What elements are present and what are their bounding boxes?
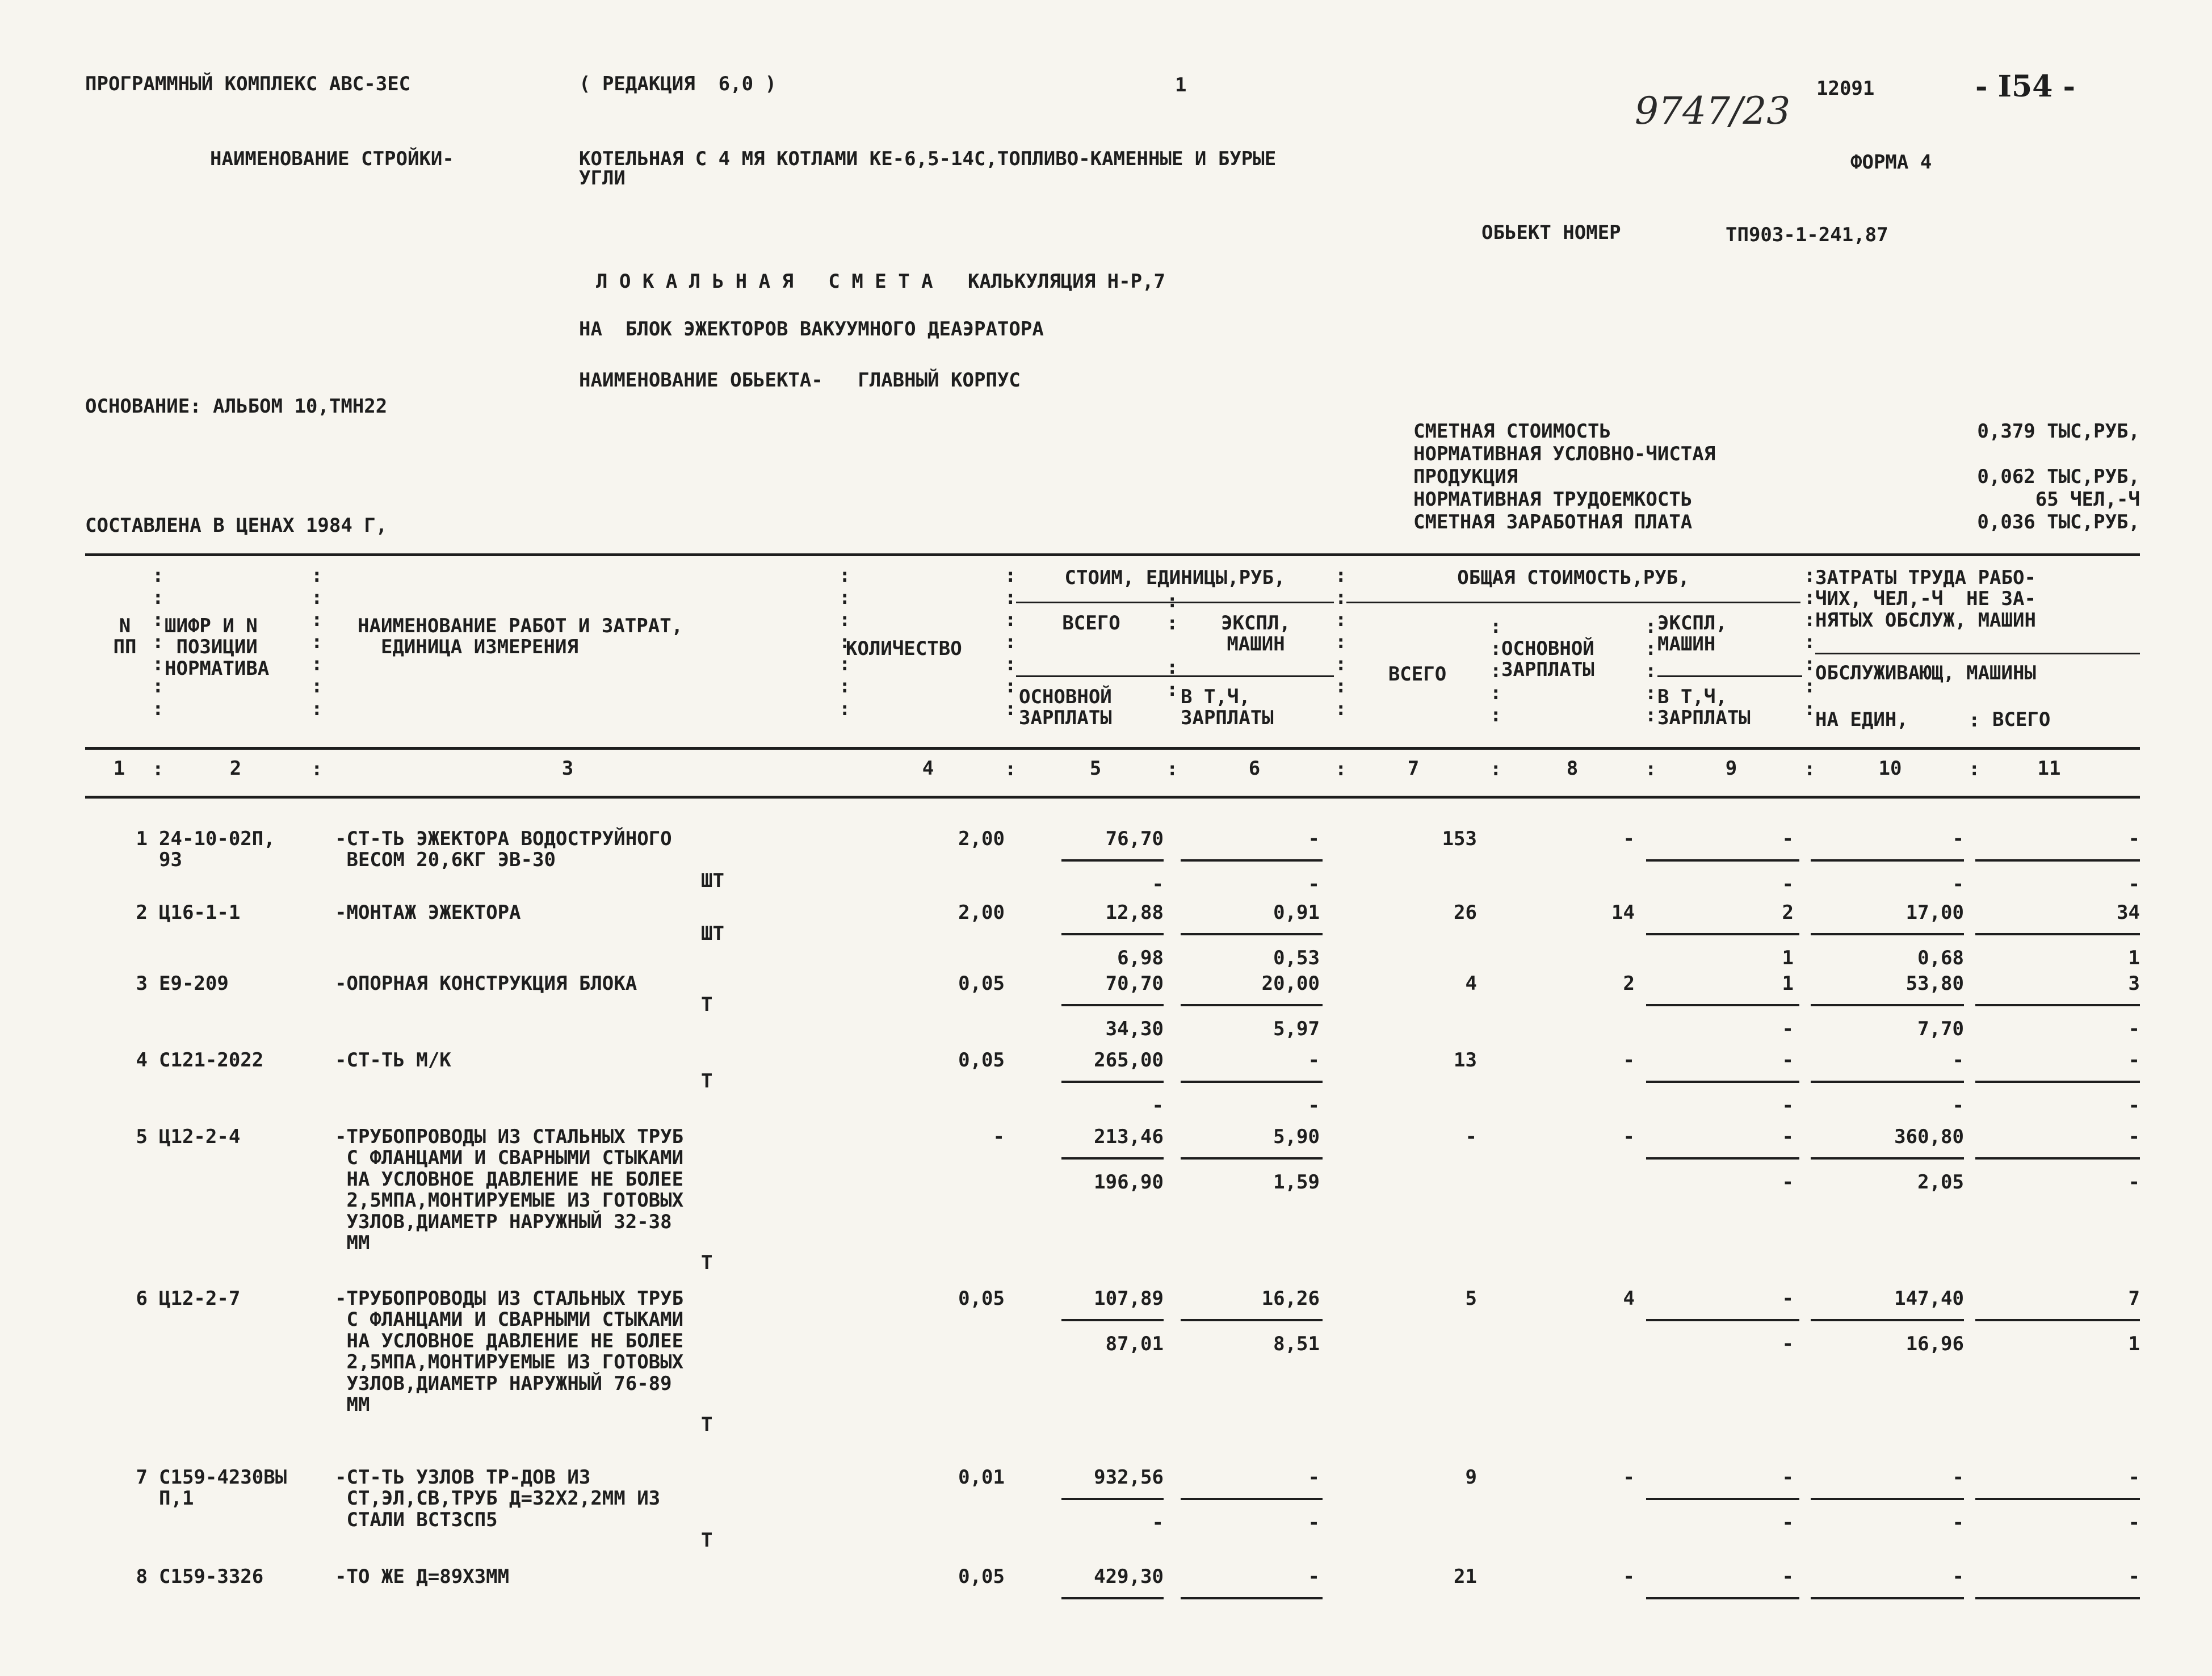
row-c11-divider: [1975, 1319, 2140, 1321]
column-number: 11: [2037, 757, 2061, 780]
build-name-line1: КОТЕЛЬНАЯ С 4 МЯ КОТЛАМИ КЕ-6,5-14С,ТОПЛИВО-КАМЕННЫЕ И БУРЫЕ: [579, 148, 1277, 170]
row-c11-divider: [1975, 933, 2140, 935]
header-total-all: ВСЕГО: [1388, 663, 1447, 686]
row-unit: Т: [701, 1070, 713, 1093]
basis: ОСНОВАНИЕ: АЛЬБОМ 10,ТМН22: [85, 395, 388, 418]
row-c6-top: -: [1308, 1565, 1320, 1588]
form-number: ФОРМА 4: [1850, 151, 1932, 174]
column-number: 9: [1725, 757, 1737, 780]
row-c9-top: -: [1782, 828, 1794, 850]
row-c9-bottom: -: [1782, 1171, 1794, 1194]
row-code: С159-4230ВЫ П,1: [159, 1466, 287, 1510]
row-c11-bottom: -: [2128, 1094, 2140, 1117]
row-c6-top: 5,90: [1273, 1125, 1320, 1148]
summary-label: НОРМАТИВНАЯ УСЛОВНО-ЧИСТАЯ: [1413, 443, 1716, 465]
header-unit-cost: СТОИМ, ЕДИНИЦЫ,РУБ,: [1064, 566, 1286, 589]
row-c10-top: 147,40: [1894, 1287, 1964, 1310]
header-col-quantity: КОЛИЧЕСТВО: [846, 637, 962, 660]
row-c5-bottom: 196,90: [1094, 1171, 1164, 1194]
row-quantity: -: [993, 1125, 1005, 1148]
header-total-wage: ОСНОВНОЙ ЗАРПЛАТЫ: [1501, 637, 1594, 682]
column-number: 3: [561, 757, 574, 780]
row-name: -СТ-ТЬ УЗЛОВ ТР-ДОВ ИЗ СТ,ЭЛ,СВ,ТРУБ Д=32Х2,2ММ ИЗ СТАЛИ ВСТ3СП5: [335, 1466, 661, 1531]
row-number: 2: [136, 901, 148, 924]
row-c9-top: 1: [1782, 972, 1794, 995]
row-unit: ШТ: [701, 922, 724, 945]
header-labor-sub: ОБСЛУЖИВАЮЩ, МАШИНЫ: [1815, 662, 2036, 684]
row-total-cost: -: [1465, 1125, 1477, 1148]
row-c6-bottom: 8,51: [1273, 1333, 1320, 1355]
summary-label: ПРОДУКЦИЯ: [1413, 465, 1518, 488]
object-label: ОБЬЕКТ НОМЕР: [1481, 221, 1621, 244]
row-c10-bottom: 7,70: [1917, 1018, 1964, 1040]
header-unit-total: ВСЕГО: [1062, 612, 1120, 635]
header-total-incl-wage: В Т,Ч, ЗАРПЛАТЫ: [1657, 686, 1751, 730]
row-c9-divider: [1646, 1081, 1799, 1083]
row-c5-divider: [1061, 1498, 1164, 1500]
row-c11-divider: [1975, 1157, 2140, 1160]
object-name: НАИМЕНОВАНИЕ ОБЬЕКТА- ГЛАВНЫЙ КОРПУС: [579, 369, 1021, 392]
row-c10-bottom: 2,05: [1917, 1171, 1964, 1194]
row-quantity: 2,00: [958, 828, 1005, 850]
header-total-cost: ОБЩАЯ СТОИМОСТЬ,РУБ,: [1457, 566, 1690, 589]
row-c9-top: -: [1782, 1287, 1794, 1310]
row-c9-divider: [1646, 1498, 1799, 1500]
row-c11-divider: [1975, 1597, 2140, 1599]
row-c9-divider: [1646, 1004, 1799, 1006]
row-c5-top: 429,30: [1094, 1565, 1164, 1588]
row-c10-bottom: 0,68: [1917, 947, 1964, 969]
row-quantity: 0,05: [958, 1287, 1005, 1310]
row-c11-top: -: [2128, 1466, 2140, 1489]
row-c11-bottom: -: [2128, 1018, 2140, 1040]
row-quantity: 2,00: [958, 901, 1005, 924]
row-number: 1: [136, 828, 148, 850]
row-unit: Т: [701, 1529, 713, 1552]
row-c6-divider: [1181, 859, 1323, 862]
row-c6-bottom: -: [1308, 873, 1320, 896]
row-c9-top: -: [1782, 1565, 1794, 1588]
row-c5-divider: [1061, 1081, 1164, 1083]
row-c10-bottom: -: [1952, 873, 1964, 896]
row-c10-top: 53,80: [1905, 972, 1964, 995]
row-quantity: 0,05: [958, 1565, 1005, 1588]
row-c5-bottom: 34,30: [1105, 1018, 1164, 1040]
row-c9-bottom: -: [1782, 1333, 1794, 1355]
row-total-wage: 4: [1623, 1287, 1635, 1310]
row-number: 7: [136, 1466, 148, 1489]
row-total-cost: 5: [1465, 1287, 1477, 1310]
header-unit-machines: ЭКСПЛ, МАШИН: [1221, 612, 1291, 656]
row-c5-top: 12,88: [1105, 901, 1164, 924]
row-c11-top: -: [2128, 1565, 2140, 1588]
handwritten-number: 9747/23: [1635, 89, 1791, 133]
row-code: 24-10-02П, 93: [159, 828, 275, 872]
row-c10-divider: [1811, 1597, 1964, 1599]
row-c6-top: 20,00: [1261, 972, 1320, 995]
row-c6-divider: [1181, 933, 1323, 935]
row-c5-top: 70,70: [1105, 972, 1164, 995]
row-total-cost: 4: [1465, 972, 1477, 995]
summary-value: 0,379 ТЫС,РУБ,: [1977, 420, 2140, 443]
estimate-subject: НА БЛОК ЭЖЕКТОРОВ ВАКУУМНОГО ДЕАЭРАТОРА: [579, 318, 1044, 341]
row-c6-top: 0,91: [1273, 901, 1320, 924]
column-number: 6: [1248, 757, 1261, 780]
row-c9-bottom: -: [1782, 873, 1794, 896]
row-number: 5: [136, 1125, 148, 1148]
row-c10-top: -: [1952, 1466, 1964, 1489]
row-quantity: 0,05: [958, 1049, 1005, 1072]
row-c5-top: 107,89: [1094, 1287, 1164, 1310]
row-c11-top: 7: [2128, 1287, 2140, 1310]
row-c5-top: 213,46: [1094, 1125, 1164, 1148]
row-c11-bottom: 1: [2128, 1333, 2140, 1355]
header-col-code: ШИФР И N ПОЗИЦИИ НОРМАТИВА: [165, 615, 270, 680]
row-c11-divider: [1975, 1004, 2140, 1006]
row-code: Ц12-2-4: [159, 1125, 241, 1148]
row-c6-divider: [1181, 1081, 1323, 1083]
row-c6-top: -: [1308, 1466, 1320, 1489]
summary-label: СМЕТНАЯ ЗАРАБОТНАЯ ПЛАТА: [1413, 511, 1693, 534]
row-unit: Т: [701, 1413, 713, 1436]
row-c5-bottom: -: [1152, 1094, 1164, 1117]
row-c10-divider: [1811, 1319, 1964, 1321]
row-c6-divider: [1181, 1498, 1323, 1500]
row-c5-divider: [1061, 1597, 1164, 1599]
row-total-wage: -: [1623, 1125, 1635, 1148]
row-c6-divider: [1181, 1319, 1323, 1321]
row-c5-divider: [1061, 859, 1164, 862]
row-c10-top: 360,80: [1894, 1125, 1964, 1148]
row-unit: ШТ: [701, 869, 724, 892]
row-total-cost: 13: [1454, 1049, 1477, 1072]
header-unit-wage: ОСНОВНОЙ ЗАРПЛАТЫ: [1019, 686, 1112, 730]
row-number: 4: [136, 1049, 148, 1072]
row-c10-bottom: -: [1952, 1094, 1964, 1117]
summary-value: 0,036 ТЫС,РУБ,: [1977, 511, 2140, 534]
row-total-wage: 14: [1611, 901, 1635, 924]
row-total-wage: -: [1623, 1049, 1635, 1072]
row-unit: Т: [701, 1251, 713, 1274]
row-c10-bottom: -: [1952, 1511, 1964, 1534]
row-c11-top: -: [2128, 1125, 2140, 1148]
row-c11-top: 34: [2117, 901, 2140, 924]
row-total-wage: -: [1623, 1565, 1635, 1588]
header-labor: ЗАТРАТЫ ТРУДА РАБО- ЧИХ, ЧЕЛ,-Ч НЕ ЗА- НЯТЫХ ОБСЛУЖ, МАШИН: [1815, 566, 2036, 632]
header-labor-all: ВСЕГО: [1992, 708, 2051, 731]
row-c5-divider: [1061, 1004, 1164, 1006]
header-unit-incl-wage: В Т,Ч, ЗАРПЛАТЫ: [1181, 686, 1274, 730]
row-c5-divider: [1061, 933, 1164, 935]
row-c6-divider: [1181, 1157, 1323, 1160]
row-code: Ц12-2-7: [159, 1287, 241, 1310]
row-c6-top: -: [1308, 828, 1320, 850]
row-c6-bottom: 0,53: [1273, 947, 1320, 969]
row-total-cost: 9: [1465, 1466, 1477, 1489]
row-c5-top: 932,56: [1094, 1466, 1164, 1489]
column-number: 8: [1566, 757, 1579, 780]
row-c10-top: -: [1952, 1049, 1964, 1072]
row-c9-top: -: [1782, 1125, 1794, 1148]
row-name: -ТРУБОПРОВОДЫ ИЗ СТАЛЬНЫХ ТРУБ С ФЛАНЦАМИ И СВАРНЫМИ СТЫКАМИ НА УСЛОВНОЕ ДАВЛЕНИЕ НЕ БОЛЕЕ 2,5МПА,МОНТИРУЕМЫЕ ИЗ ГОТОВЫХ УЗЛОВ,ДИАМЕТР НАРУЖНЫЙ 76-89 ММ: [335, 1287, 684, 1416]
row-number: 3: [136, 972, 148, 995]
summary-label: СМЕТНАЯ СТОИМОСТЬ: [1413, 420, 1611, 443]
document-code: 12091: [1816, 77, 1875, 100]
row-c9-top: -: [1782, 1049, 1794, 1072]
row-c6-bottom: 1,59: [1273, 1171, 1320, 1194]
header-col-number: N ПП: [113, 615, 137, 659]
row-c11-bottom: -: [2128, 1171, 2140, 1194]
row-total-cost: 26: [1454, 901, 1477, 924]
row-c11-divider: [1975, 1081, 2140, 1083]
row-c5-top: 265,00: [1094, 1049, 1164, 1072]
row-c10-divider: [1811, 1081, 1964, 1083]
row-c11-top: -: [2128, 1049, 2140, 1072]
page-number: 1: [1175, 74, 1187, 96]
row-total-cost: 153: [1442, 828, 1477, 850]
row-name: -ТРУБОПРОВОДЫ ИЗ СТАЛЬНЫХ ТРУБ С ФЛАНЦАМИ И СВАРНЫМИ СТЫКАМИ НА УСЛОВНОЕ ДАВЛЕНИЕ НЕ БОЛЕЕ 2,5МПА,МОНТИРУЕМЫЕ ИЗ ГОТОВЫХ УЗЛОВ,ДИАМЕТР НАРУЖНЫЙ 32-38 ММ: [335, 1125, 684, 1254]
row-c6-divider: [1181, 1004, 1323, 1006]
row-c10-top: 17,00: [1905, 901, 1964, 924]
row-c5-bottom: 87,01: [1105, 1333, 1164, 1355]
row-c5-bottom: 6,98: [1117, 947, 1164, 969]
row-c9-divider: [1646, 1319, 1799, 1321]
row-number: 6: [136, 1287, 148, 1310]
header-total-machines: ЭКСПЛ, МАШИН: [1657, 612, 1727, 656]
program-name: ПРОГРАММНЫЙ КОМПЛЕКС АВС-3ЕС: [85, 73, 411, 95]
row-name: -ТО ЖЕ Д=89Х3ММ: [335, 1565, 510, 1588]
row-c9-top: -: [1782, 1466, 1794, 1489]
row-name: -СТ-ТЬ ЭЖЕКТОРА ВОДОСТРУЙНОГО ВЕСОМ 20,6КГ ЭВ-30: [335, 828, 672, 872]
row-c5-divider: [1061, 1319, 1164, 1321]
row-quantity: 0,01: [958, 1466, 1005, 1489]
row-c10-divider: [1811, 1498, 1964, 1500]
build-name-line2: УГЛИ: [579, 167, 626, 190]
row-c9-top: 2: [1782, 901, 1794, 924]
column-number: 2: [229, 757, 242, 780]
summary-value: 0,062 ТЫС,РУБ,: [1977, 465, 2140, 488]
row-number: 8: [136, 1565, 148, 1588]
edition: ( РЕДАКЦИЯ 6,0 ): [579, 73, 776, 95]
column-number: 1: [113, 757, 125, 780]
header-labor-unit: НА ЕДИН,: [1815, 708, 1908, 731]
object-number: ТП903-1-241,87: [1726, 224, 1888, 246]
row-c6-top: -: [1308, 1049, 1320, 1072]
row-c11-divider: [1975, 859, 2140, 862]
row-c6-divider: [1181, 1597, 1323, 1599]
row-c6-bottom: -: [1308, 1511, 1320, 1534]
row-name: -СТ-ТЬ М/К: [335, 1049, 451, 1072]
price-level: СОСТАВЛЕНА В ЦЕНАХ 1984 Г,: [85, 514, 388, 537]
row-c10-divider: [1811, 859, 1964, 862]
row-code: Е9-209: [159, 972, 229, 995]
row-unit: Т: [701, 993, 713, 1016]
row-c5-top: 76,70: [1105, 828, 1164, 850]
row-total-cost: 21: [1454, 1565, 1477, 1588]
row-c9-bottom: -: [1782, 1018, 1794, 1040]
row-c10-bottom: 16,96: [1905, 1333, 1964, 1355]
row-c9-divider: [1646, 1157, 1799, 1160]
row-total-wage: -: [1623, 828, 1635, 850]
row-code: С121-2022: [159, 1049, 264, 1072]
document-title: Л О К А Л Ь Н А Я С М Е Т А КАЛЬКУЛЯЦИЯ Н-Р,7: [596, 270, 1166, 293]
row-c11-top: -: [2128, 828, 2140, 850]
column-number: 10: [1878, 757, 1902, 780]
row-c11-bottom: -: [2128, 873, 2140, 896]
summary-label: НОРМАТИВНАЯ ТРУДОЕМКОСТЬ: [1413, 488, 1693, 511]
row-c11-bottom: 1: [2128, 947, 2140, 969]
header-col-name: НАИМЕНОВАНИЕ РАБОТ И ЗАТРАТ, ЕДИНИЦА ИЗМЕРЕНИЯ: [358, 615, 683, 659]
build-label: НАИМЕНОВАНИЕ СТРОЙКИ-: [210, 148, 454, 170]
row-c9-divider: [1646, 933, 1799, 935]
row-c5-bottom: -: [1152, 1511, 1164, 1534]
column-number: 7: [1407, 757, 1420, 780]
row-name: -ОПОРНАЯ КОНСТРУКЦИЯ БЛОКА: [335, 972, 637, 995]
row-c9-bottom: -: [1782, 1094, 1794, 1117]
row-total-wage: -: [1623, 1466, 1635, 1489]
row-c11-top: 3: [2128, 972, 2140, 995]
sheet-number: - I54 -: [1975, 69, 2076, 104]
row-quantity: 0,05: [958, 972, 1005, 995]
row-c9-divider: [1646, 859, 1799, 862]
row-code: Ц16-1-1: [159, 901, 241, 924]
row-c6-bottom: 5,97: [1273, 1018, 1320, 1040]
row-c5-bottom: -: [1152, 873, 1164, 896]
row-c11-divider: [1975, 1498, 2140, 1500]
row-c6-top: 16,26: [1261, 1287, 1320, 1310]
row-c10-divider: [1811, 933, 1964, 935]
row-c11-bottom: -: [2128, 1511, 2140, 1534]
row-c10-divider: [1811, 1004, 1964, 1006]
column-number: 4: [922, 757, 934, 780]
row-c9-bottom: 1: [1782, 947, 1794, 969]
row-c5-divider: [1061, 1157, 1164, 1160]
summary-value: 65 ЧЕЛ,-Ч: [2035, 488, 2140, 511]
row-c9-divider: [1646, 1597, 1799, 1599]
row-c10-divider: [1811, 1157, 1964, 1160]
row-c9-bottom: -: [1782, 1511, 1794, 1534]
column-number: 5: [1089, 757, 1102, 780]
row-c10-top: -: [1952, 1565, 1964, 1588]
row-total-wage: 2: [1623, 972, 1635, 995]
row-name: -МОНТАЖ ЭЖЕКТОРА: [335, 901, 521, 924]
row-code: С159-3326: [159, 1565, 264, 1588]
row-c6-bottom: -: [1308, 1094, 1320, 1117]
row-c10-top: -: [1952, 828, 1964, 850]
